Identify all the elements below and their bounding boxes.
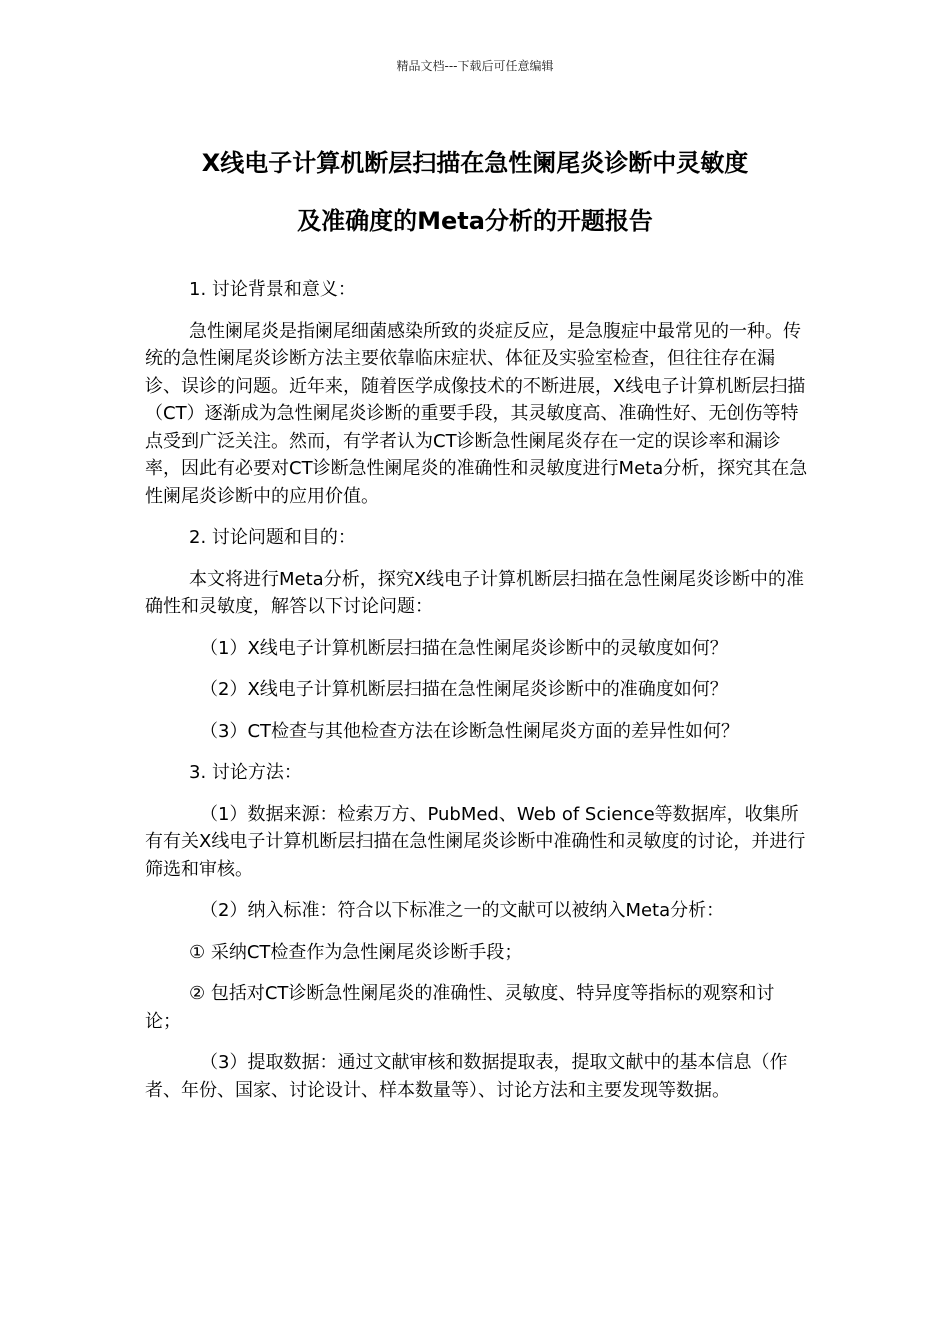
method-item-1: （1）数据来源：检索万方、PubMed、Web of Science等数据库，收集所有有关X线电子计算机断层扫描在急性阑尾炎诊断中准确性和灵敏度的讨论，并进行筛选和审核。 <box>145 803 806 880</box>
document-body <box>145 276 810 1118</box>
title-line-2: 及准确度的Meta分析的开题报告 <box>297 207 653 235</box>
section-heading-background: 1. 讨论背景和意义： <box>189 279 356 300</box>
method-item-2: （2）纳入标准：符合以下标准之一的文献可以被纳入Meta分析： <box>200 900 725 921</box>
criteria-item-2: ② 包括对CT诊断急性阑尾炎的准确性、灵敏度、特异度等指标的观察和讨论； <box>145 983 775 1032</box>
title-line-1: X线电子计算机断层扫描在急性阑尾炎诊断中灵敏度 <box>201 149 749 177</box>
question-item-3: （3）CT检查与其他检查方法在诊断急性阑尾炎方面的差异性如何？ <box>200 720 740 742</box>
criteria-item-1: ① 采纳CT检查作为急性阑尾炎诊断手段； <box>189 941 523 963</box>
section-heading-questions: 2. 讨论问题和目的： <box>189 527 356 548</box>
paragraph-background: 急性阑尾炎是指阑尾细菌感染所致的炎症反应，是急腹症中最常见的一种。传统的急性阑尾炎诊断方法主要依靠临床症状、体征及实验室检查，但往往存在漏诊、误诊的问题。近年来，随着医学成像技术的不断进展，X线电子计算机断层扫描（CT）逐渐成为急性阑尾炎诊断的重要手段，其灵敏度高、准确性好、无创伤等特点受到广泛关注。然而，有学者认为CT诊断急性阑尾炎存在一定的误诊率和漏诊率，因此有必要对CT诊断急性阑尾炎的准确性和灵敏度进行Meta分析，探究其在急性阑尾炎诊断中的应用价值。 <box>145 320 808 507</box>
paragraph-questions-intro: 本文将进行Meta分析，探究X线电子计算机断层扫描在急性阑尾炎诊断中的准确性和灵敏度，解答以下讨论问题： <box>145 568 805 617</box>
method-item-3: （3）提取数据：通过文献审核和数据提取表，提取文献中的基本信息（作者、年份、国家、讨论设计、样本数量等）、讨论方法和主要发现等数据。 <box>145 1052 788 1101</box>
document-title <box>145 134 805 250</box>
section-heading-methods: 3. 讨论方法： <box>189 762 302 783</box>
header-note: 精品文档---下载后可任意编辑 <box>396 59 554 73</box>
question-item-2: （2）X线电子计算机断层扫描在急性阑尾炎诊断中的准确度如何？ <box>200 679 728 700</box>
question-item-1: （1）X线电子计算机断层扫描在急性阑尾炎诊断中的灵敏度如何？ <box>200 637 728 659</box>
